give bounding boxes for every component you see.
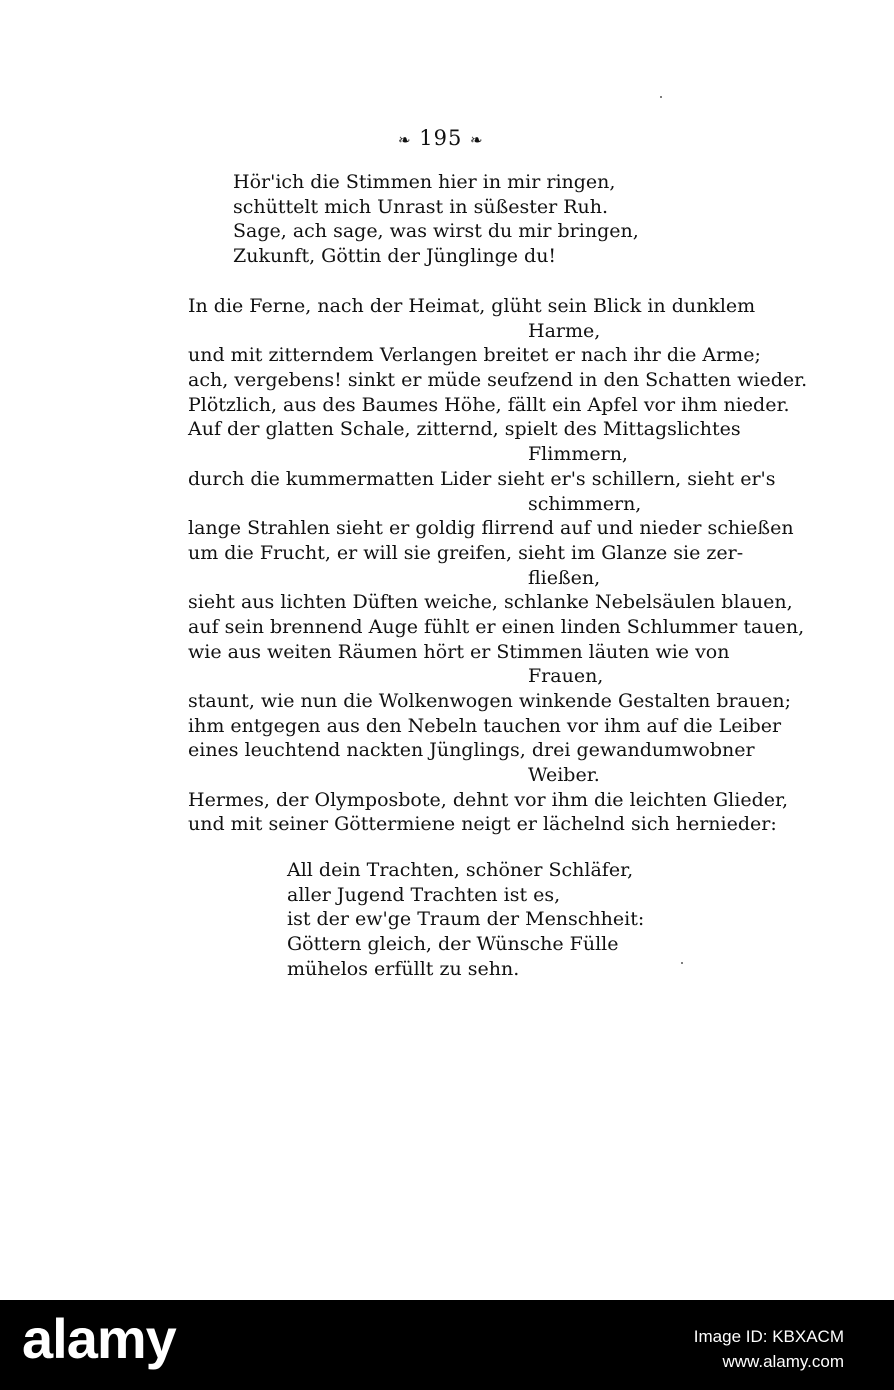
verse-line: Plötzlich, aus des Baumes Höhe, fällt ein Apfel vor ihm nieder.: [188, 393, 790, 416]
verse-line: ihm entgegen aus den Nebeln tauchen vor ihm auf die Leiber: [188, 714, 782, 737]
verse-line: Zukunft, Göttin der Jünglinge du!: [233, 245, 557, 268]
verse-line: auf sein brennend Auge fühlt er einen linden Schlummer tauen,: [188, 615, 805, 638]
stanza-2: [188, 294, 807, 837]
verse-line: Sage, ach sage, was wirst du mir bringen,: [233, 220, 639, 243]
verse-line: um die Frucht, er will sie greifen, sieht im Glanze sie zer-: [188, 541, 744, 564]
runover-line: fließen,: [528, 566, 601, 589]
verse-line: mühelos erfüllt zu sehn.: [287, 957, 520, 980]
paper-speck: [660, 96, 662, 98]
image-id-label: Image ID: KBXACM: [693, 1327, 844, 1346]
verse-line: durch die kummermatten Lider sieht er's schillern, sieht er's: [188, 467, 776, 490]
ornament-right-icon: ❧: [470, 131, 484, 149]
stanza-1: [233, 170, 639, 269]
runover-line: Weiber.: [528, 764, 600, 787]
verse-line: schüttelt mich Unrast in süßester Ruh.: [233, 195, 609, 218]
verse-line: wie aus weiten Räumen hört er Stimmen läuten wie von: [188, 640, 730, 663]
verse-line: Göttern gleich, der Wünsche Fülle: [287, 933, 619, 956]
verse-line: All dein Trachten, schöner Schläfer,: [287, 859, 634, 881]
site-url: www.alamy.com: [722, 1352, 844, 1371]
page-number-header: [398, 126, 484, 150]
verse-line: ach, vergebens! sinkt er müde seufzend in den Schatten wieder.: [188, 369, 808, 392]
runover-line: schimmern,: [528, 492, 642, 515]
verse-line: ist der ew'ge Traum der Menschheit:: [287, 908, 645, 931]
page-number: 195: [419, 126, 463, 150]
runover-line: Harme,: [528, 319, 601, 342]
verse-line: Auf der glatten Schale, zitternd, spielt des Mittagslichtes: [188, 418, 741, 441]
verse-line: lange Strahlen sieht er goldig flirrend auf und nieder schießen: [188, 517, 794, 540]
verse-line: aller Jugend Trachten ist es,: [287, 883, 561, 906]
verse-line: staunt, wie nun die Wolkenwogen winkende Gestalten brauen;: [188, 690, 792, 712]
runover-line: Flimmern,: [528, 443, 628, 466]
verse-line: Hermes, der Olymposbote, dehnt vor ihm die leichten Glieder,: [188, 788, 789, 811]
brand-logo: alamy: [22, 1307, 176, 1370]
stanza-3: [287, 858, 644, 981]
verse-line: und mit zitterndem Verlangen breitet er nach ihr die Arme;: [188, 344, 761, 367]
verse-line: eines leuchtend nackten Jünglings, drei gewandumwobner: [188, 739, 755, 762]
stock-watermark-bar: [0, 1300, 894, 1390]
verse-line: Hör'ich die Stimmen hier in mir ringen,: [233, 171, 616, 193]
verse-line: In die Ferne, nach der Heimat, glüht sein Blick in dunklem: [188, 295, 756, 317]
verse-line: und mit seiner Göttermiene neigt er lächelnd sich hernieder:: [188, 813, 777, 836]
ornament-left-icon: ❧: [398, 131, 412, 149]
verse-line: sieht aus lichten Düften weiche, schlanke Nebelsäulen blauen,: [188, 591, 793, 614]
paper-speck: [681, 962, 683, 964]
runover-line: Frauen,: [528, 665, 604, 688]
